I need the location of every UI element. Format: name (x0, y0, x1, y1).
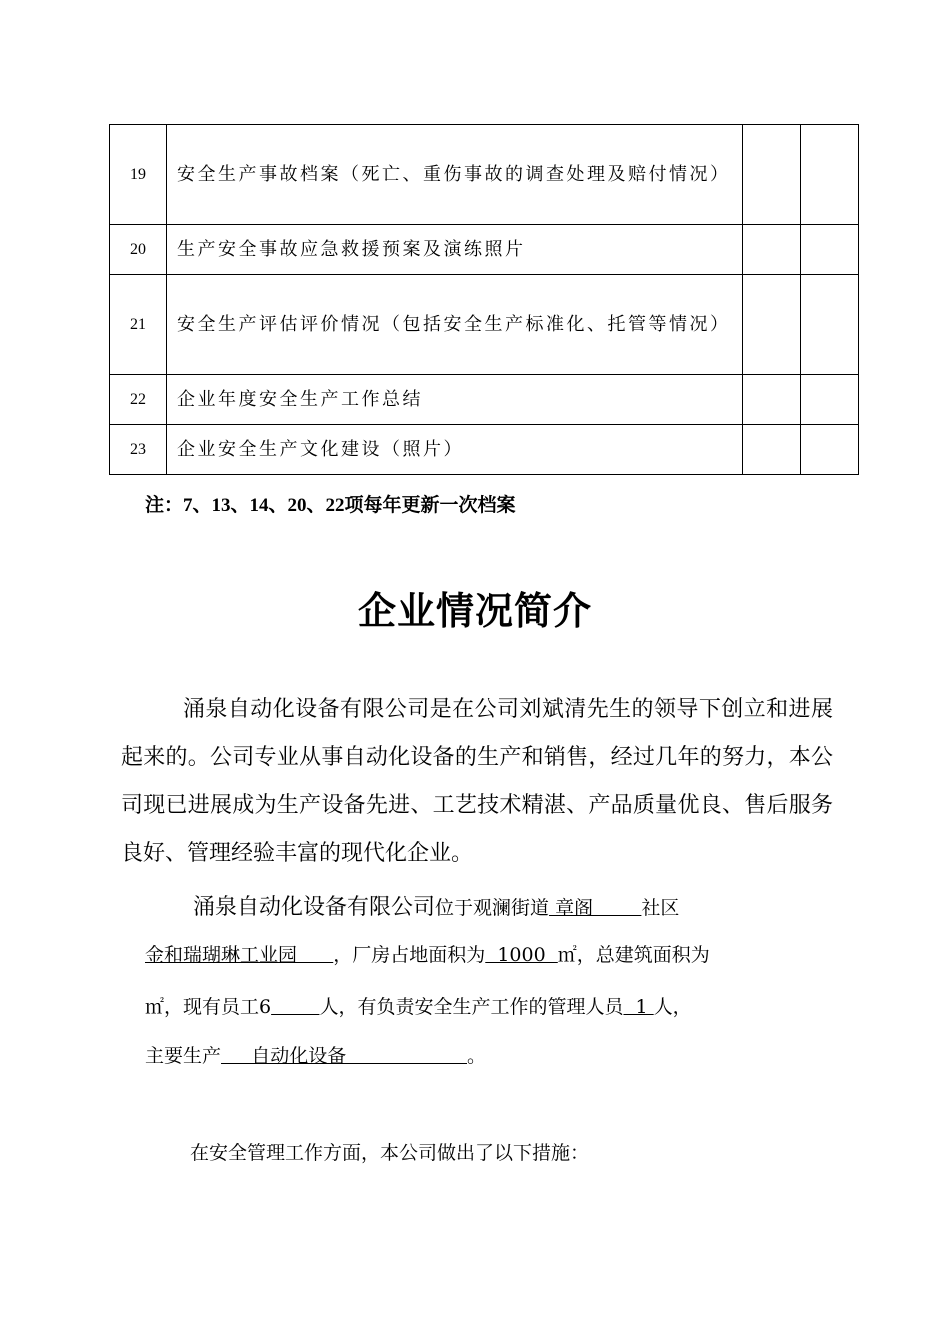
row-check-a (743, 375, 801, 425)
product-prefix: 主要生产 (145, 1045, 222, 1067)
row-check-b (801, 225, 859, 275)
row-check-a (743, 225, 801, 275)
product-field: 自动化设备 (221, 1045, 468, 1067)
manager-suffix: 人， (653, 996, 692, 1018)
staff-value: 6 (259, 996, 272, 1018)
row-check-b (801, 425, 859, 475)
row-check-a (743, 125, 801, 225)
intro-paragraph: 涌泉自动化设备有限公司是在公司刘斌清先生的领导下创立和进展起来的。公司专业从事自动化设备的生产和销售，经过几年的努力，本公司现已进展成为生产设备先进、工艺技术精湛、产品质量优良、售后服务良好、管理经验丰富的现代化企业。 (121, 697, 833, 866)
table-row (110, 425, 859, 475)
row-number: 22 (110, 375, 167, 425)
area-text: ，厂房占地面积为 (333, 944, 486, 966)
row-number: 21 (110, 275, 167, 375)
info-line-product (145, 1041, 845, 1068)
street-field: 章阁 (549, 897, 642, 919)
row-check-b (801, 275, 859, 375)
company-name: 涌泉自动化设备有限公司 (193, 895, 436, 920)
row-item: 安全生产评估评价情况（包括安全生产标准化、托管等情况） (167, 275, 743, 375)
area-unit-text: ㎡，总建筑面积为 (557, 944, 710, 966)
table-row (110, 225, 859, 275)
row-item: 企业年度安全生产工作总结 (167, 375, 743, 425)
row-check-b (801, 375, 859, 425)
row-item: 企业安全生产文化建设（照片） (167, 425, 743, 475)
row-check-a (743, 275, 801, 375)
area-unit2-text: ㎡，现有员工 (145, 996, 260, 1018)
row-number: 20 (110, 225, 167, 275)
area-field: 1000 (485, 944, 558, 966)
row-item: 安全生产事故档案（死亡、重伤事故的调查处理及赔付情况） (167, 125, 743, 225)
row-number: 23 (110, 425, 167, 475)
row-check-b (801, 125, 859, 225)
park-field: 金和瑞瑚琳工业园 (145, 944, 334, 966)
row-number: 19 (110, 125, 167, 225)
measures-intro: 在安全管理工作方面，本公司做出了以下措施： (190, 1142, 590, 1164)
manager-field: 1 (623, 996, 654, 1018)
section-title: 企业情况简介 (357, 588, 592, 633)
table-row (110, 375, 859, 425)
info-line-area (145, 940, 845, 967)
product-end: 。 (467, 1045, 487, 1067)
table-row (110, 125, 859, 225)
info-line-staff (145, 992, 845, 1019)
staff-suffix: 人，有负责安全生产工作的管理人员 (319, 996, 624, 1018)
info-line-location (145, 890, 845, 921)
located-text: 位于观澜街道 (435, 897, 550, 919)
archive-table (109, 124, 859, 475)
table-row (110, 275, 859, 375)
row-item: 生产安全事故应急救援预案及演练照片 (167, 225, 743, 275)
community-text: 社区 (641, 897, 680, 919)
staff-field (271, 996, 319, 1018)
update-note: 注：7、13、14、20、22项每年更新一次档案 (145, 495, 516, 516)
row-check-a (743, 425, 801, 475)
